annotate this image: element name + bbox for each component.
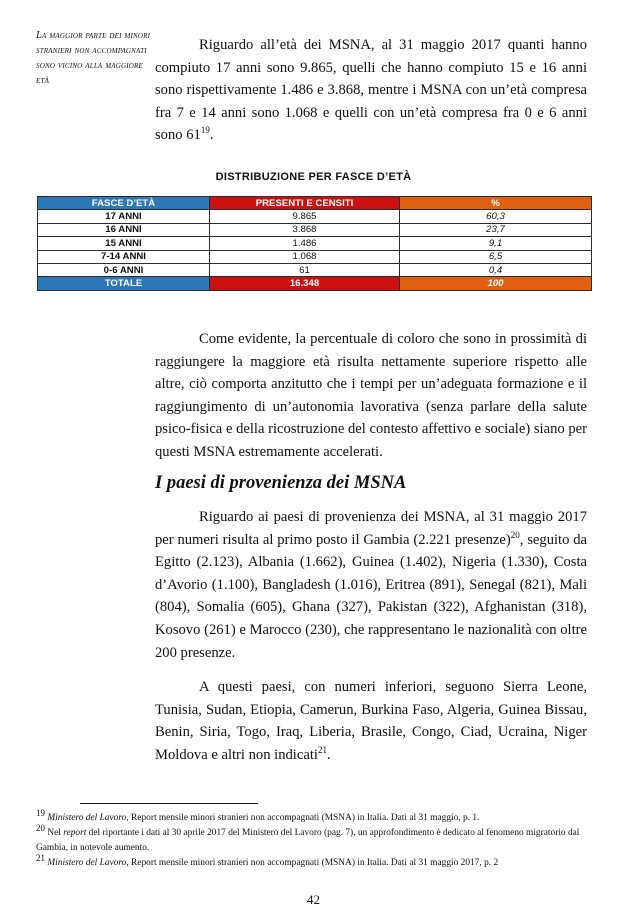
footnote-text: del riportante i dati al 30 aprile 2017 del Ministero del Lavoro (pag. 7), un approfondimento è dedicato al fenomeno migratorio dal Gambia, in notevole aumento. <box>36 828 580 853</box>
footnote-text: , Report mensile minori stranieri non accompagnati (MSNA) in Italia. Dati al 31 maggio, p. 1. <box>126 813 480 823</box>
footnote-ref-19[interactable]: 19 <box>200 125 210 136</box>
total-percent: 100 <box>400 277 592 290</box>
footnote-italic: report <box>63 828 87 838</box>
paragraph-evidence-text: Come evidente, la percentuale di coloro che sono in prossimità di raggiungere la maggiore età risulta nettamente superiore rispetto alle altre, ciò comporta anzitutto che i tempi per un’adeguata formazione e il raggiungimento di un’autonomia lavorativa (senza parlare della salute psico-fisica e della ricostruzione del contesto affettivo e sociale) siano per questi MSNA estremamente accelerati. <box>155 331 587 460</box>
table-row <box>38 250 592 263</box>
footnote-italic: Ministero del Lavoro <box>47 813 127 823</box>
table-row <box>38 223 592 236</box>
paragraph-other-countries: A questi paesi, con numeri inferiori, seguono Sierra Leone, Tunisia, Sudan, Etiopia, Camerun, Burkina Faso, Algeria, Guinea Bissau, Benin, Siria, Togo, Iraq, Liberia, Brasile, Congo, Ciad, Ucraina, Niger Moldova e altri non indicati$^{21}$. <box>155 679 587 763</box>
footnote-number: 19 <box>36 807 45 818</box>
footnote-number: 20 <box>36 822 45 833</box>
table-row <box>38 237 592 250</box>
row-count: 61 <box>210 263 400 276</box>
footnote-divider <box>80 803 258 804</box>
table-title: DISTRIBUZIONE PER FASCE D’ETÀ <box>215 171 412 183</box>
row-percent: 9,1 <box>400 237 592 250</box>
header-count: PRESENTI E CENSITI <box>210 197 400 210</box>
row-label: 0-6 ANNI <box>38 263 210 276</box>
row-percent: 60,3 <box>400 210 592 223</box>
row-label: 17 ANNI <box>38 210 210 223</box>
paragraph-countries-text-cont: , seguito da Egitto (2.123), Albania (1.662), Guinea (1.402), Nigeria (1.330), Costa d’Avorio (1.100), Bangladesh (1.016), Eritrea (891), Senegal (821), Mali (804), Somalia (605), Ghana (327), Pakistan (322), Afghanistan (318), Kosovo (261) e Marocco (230), che rappresentano le nazionalità con oltre 200 presenze. <box>155 531 587 661</box>
section-title: I paesi di provenienza dei MSNA <box>155 473 407 493</box>
paragraph-countries-text: Riguardo ai paesi di provenienza dei MSNA, al 31 maggio 2017 per numeri risulta al primo posto il Gambia (2.221 presenze) <box>155 509 587 548</box>
row-label: 7-14 ANNI <box>38 250 210 263</box>
footnote-italic: Ministero del Lavoro <box>47 858 127 868</box>
margin-note: La maggior parte dei minori stranieri non accompagnati sono vicino alla maggiore età <box>36 30 151 86</box>
row-percent: 23,7 <box>400 223 592 236</box>
row-count: 1.486 <box>210 237 400 250</box>
age-distribution-table <box>37 196 592 291</box>
total-count: 16.348 <box>210 277 400 290</box>
table-header-row <box>38 197 592 210</box>
page-number: 42 <box>307 892 320 906</box>
footnotes <box>36 807 591 871</box>
row-count: 9.865 <box>210 210 400 223</box>
footnote-number: 21 <box>36 852 45 863</box>
header-percent: % <box>400 197 592 210</box>
table-row <box>38 263 592 276</box>
paragraph-evidence <box>155 328 587 464</box>
row-percent: 0,4 <box>400 263 592 276</box>
paragraph-countries <box>155 506 587 664</box>
row-label: 16 ANNI <box>38 223 210 236</box>
footnote-ref-20[interactable]: 20 <box>510 529 520 540</box>
table-row <box>38 210 592 223</box>
footnote-text: , Report mensile minori stranieri non accompagnati (MSNA) in Italia. Dati al 31 maggio 2017, p. 2 <box>126 858 499 868</box>
paragraph-other-countries-text: A questi paesi, con numeri inferiori, seguono Sierra Leone, Tunisia, Sudan, Etiopia, Camerun, Burkina Faso, Algeria, Guinea Bissau, Benin, Siria, Togo, Iraq, Liberia, Brasile, Congo, Ciad, Ucraina, Niger Moldova e altri non indicati <box>155 679 587 763</box>
row-count: 3.868 <box>210 223 400 236</box>
footnote-ref-21[interactable]: 21 <box>317 744 327 755</box>
footnote-21 <box>36 852 591 871</box>
row-percent: 6,5 <box>400 250 592 263</box>
table-total-row <box>38 277 592 290</box>
total-label: TOTALE <box>38 277 210 290</box>
header-age-group: FASCE D’ETÀ <box>38 197 210 210</box>
footnote-19 <box>36 807 591 826</box>
row-label: 15 ANNI <box>38 237 210 250</box>
footnote-20 <box>36 822 591 856</box>
footnote-text-pre: Nel <box>47 828 64 838</box>
row-count: 1.068 <box>210 250 400 263</box>
paragraph-age-text: Riguardo all’età dei MSNA, al 31 maggio 2017 quanti hanno compiuto 17 anni sono 9.865, quelli che hanno compiuto 15 e 16 anni sono rispettivamente 1.486 e 3.868, mentre i MSNA con un’età compresa fra 7 e 14 anni sono 1.068 e quelli con un’età compresa fra 0 e 6 anni sono 61 <box>155 37 587 144</box>
paragraph-age: Riguardo all’età dei MSNA, al 31 maggio 2017 quanti hanno compiuto 17 anni sono 9.865, quelli che hanno compiuto 15 e 16 anni sono rispettivamente 1.486 e 3.868, mentre i MSNA con un’età compresa fra 7 e 14 anni sono 1.068 e quelli con un’età compresa fra 0 e 6 anni sono $61^{19}$. <box>155 37 587 144</box>
